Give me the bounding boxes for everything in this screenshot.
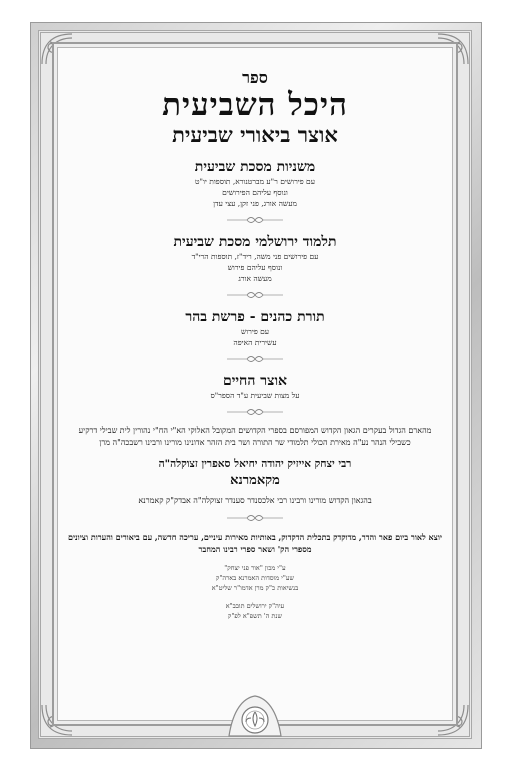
- section-torat-kohanim: [64, 308, 446, 348]
- author-name: רבי יצחק אייזיק יהודה יחיאל סאפרין זצוקלה"ה: [158, 458, 352, 470]
- section-heading: אוצר החיים: [222, 373, 288, 389]
- section-mishnayot: [64, 158, 446, 209]
- section-otzar-hachaim: [64, 372, 446, 401]
- section-line: על מצות שביעית ע"ד הספר"ס: [210, 391, 300, 400]
- sefer-label: ספר: [242, 68, 268, 87]
- ornament-divider-icon: [225, 290, 285, 300]
- ornament-divider-icon: [225, 215, 285, 225]
- location-line: שנת ה' תשפ"א לפ"ק: [227, 612, 283, 620]
- section-heading: תלמוד ירושלמי מסכת שביעית: [173, 234, 337, 250]
- publisher-line: בנשיאות כ"ק מרן אדמו"ר שליט"א: [211, 584, 299, 592]
- location-block: [64, 601, 446, 621]
- section-line: ונוסף עליהם פירוש: [227, 263, 283, 272]
- book-title: היכל השביעית: [162, 87, 348, 123]
- section-line: עם פירוש: [240, 327, 270, 336]
- section-line: עם פירושים פני משה, ריד"ז, תוספות הרי"ד: [191, 252, 319, 261]
- section-line: עם פירושים ר"ע מברטנורא, תוספות יו"ט: [195, 177, 315, 186]
- publisher-line: ע"י מכון "אור פני יצחק": [224, 564, 286, 572]
- ornament-divider-icon: [225, 513, 285, 523]
- section-line: עשירית האיפה: [233, 338, 277, 347]
- publisher-block: [64, 563, 446, 593]
- ornament-divider-icon: [225, 354, 285, 364]
- section-heading: תורת כהנים - פרשת בהר: [185, 309, 325, 325]
- ornament-divider-icon: [225, 407, 285, 417]
- author-place: מקאמרנא: [230, 473, 280, 488]
- title-page-content: [64, 58, 446, 621]
- section-heading: משניות מסכת שביעית: [194, 159, 316, 175]
- seal-emblem-icon: [225, 692, 285, 738]
- section-line: מעשה אורג: [238, 274, 272, 283]
- publication-statement: יוצא לאור ביום פאר והדר, מדוקדק בתכלית הדקדוק, באותיות מאירות עיניים, עריכה חדשה, עם ביאורים והערות וציונים מספרי הק' ושאר ספרי רבינו המחבר: [67, 532, 443, 554]
- section-yerushalmi: [64, 233, 446, 284]
- author-praise-paragraph: מהארם הגדול בעקרים הגאון הקדוש המפורסם בספרי הקדושים המקובל האלוקי הא"י הח"י נהורין לית שבילי דרקיע כשבילי הנהר נע"ה מאירת הכולי תלמודי שר התורה ושר בית הזהר אדונינו מורינו ורבינו רשבכה"ה מרן: [78, 426, 432, 447]
- author-grandson-line: בהגאון הקדוש מורינו ורבינו רבי אלכסנדר סענדר זצוקלה"ה אבדק"ק קאמרנא: [138, 496, 372, 505]
- section-line: מעשה אורג, פני זקן, עצי עדן: [213, 199, 297, 208]
- book-subtitle: אוצר ביאורי שביעית: [172, 122, 338, 147]
- publisher-line: שע"י מוסדות האמרנא בארה"ק: [215, 574, 295, 582]
- section-line: ונוסף עליהם הפירושים: [222, 188, 288, 197]
- location-line: עיה"ק ירושלים תובב"א: [225, 602, 285, 610]
